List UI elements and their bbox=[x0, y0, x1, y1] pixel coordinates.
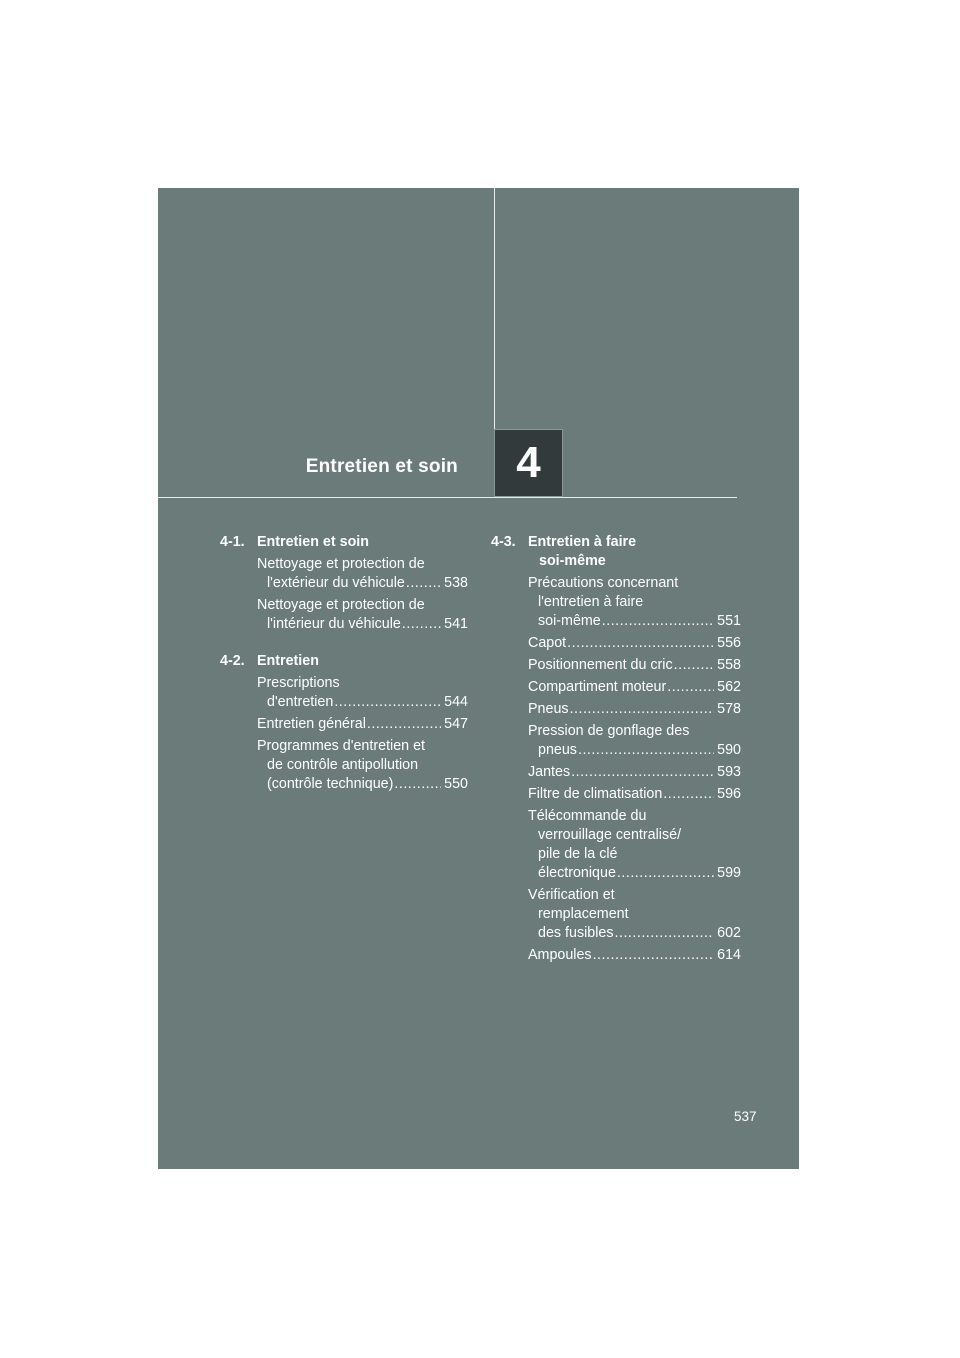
toc-entry-page: 547 bbox=[444, 716, 468, 732]
toc-entry-leader-line bbox=[257, 574, 468, 593]
section-heading bbox=[220, 652, 468, 671]
dot-leader bbox=[406, 574, 441, 593]
dot-leader bbox=[367, 715, 441, 734]
toc-entry-leader-line bbox=[528, 946, 741, 965]
toc-entry-title: l'extérieur du véhicule bbox=[267, 575, 405, 591]
toc-entry-title: électronique bbox=[538, 865, 616, 881]
toc-entry[interactable] bbox=[528, 678, 741, 697]
toc-entry-page: 556 bbox=[717, 635, 741, 651]
toc-entry[interactable] bbox=[257, 715, 468, 734]
toc-entry-title: Capot bbox=[528, 635, 567, 651]
section-title-line: Entretien à faire bbox=[528, 534, 637, 550]
toc-entry-title: (contrôle technique) bbox=[267, 776, 394, 792]
toc-entry-leader-line bbox=[528, 741, 741, 760]
toc-entry[interactable] bbox=[257, 596, 468, 634]
toc-entry-line: Précautions concernant bbox=[528, 575, 679, 591]
toc-entry-line: de contrôle antipollution bbox=[267, 757, 419, 773]
toc-entry-page: 551 bbox=[717, 613, 741, 629]
toc-entry-page: 544 bbox=[444, 694, 468, 710]
section-number: 4-2. bbox=[220, 653, 245, 669]
toc-entry-title: Compartiment moteur bbox=[528, 679, 667, 695]
section-entries bbox=[220, 555, 468, 634]
section-title: Entretien et soin bbox=[257, 534, 370, 550]
toc-entry-leader-line bbox=[528, 634, 741, 653]
section-heading bbox=[491, 533, 741, 571]
toc-entry[interactable] bbox=[257, 555, 468, 593]
toc-entry-leader-line bbox=[528, 924, 741, 943]
dot-leader bbox=[570, 700, 715, 719]
toc-entry-title: Ampoules bbox=[528, 947, 592, 963]
toc-entry-page: 541 bbox=[444, 616, 468, 632]
toc-entry-title: pneus bbox=[538, 742, 577, 758]
toc-entry-line: Nettoyage et protection de bbox=[257, 556, 425, 572]
toc-entry[interactable] bbox=[257, 737, 468, 794]
toc-entry-leader-line bbox=[528, 763, 741, 782]
toc-entry-title: Entretien général bbox=[257, 716, 366, 732]
section-heading bbox=[220, 533, 468, 552]
toc-entry-page: 550 bbox=[444, 776, 468, 792]
toc-entry-line: l'entretien à faire bbox=[538, 594, 644, 610]
toc-entry-title: Jantes bbox=[528, 764, 571, 780]
toc-section-4-3 bbox=[491, 533, 741, 965]
toc-entry-leader-line bbox=[257, 775, 468, 794]
dot-leader bbox=[567, 634, 714, 653]
chapter-panel bbox=[158, 188, 799, 1169]
toc-entry[interactable] bbox=[528, 886, 741, 943]
toc-entry-leader-line bbox=[528, 700, 741, 719]
section-entries bbox=[491, 574, 741, 965]
toc-entry-page: 538 bbox=[444, 575, 468, 591]
section-number: 4-3. bbox=[491, 534, 516, 550]
page-number: 537 bbox=[734, 1109, 757, 1124]
dot-leader bbox=[593, 946, 715, 965]
toc-entry-leader-line bbox=[257, 693, 468, 712]
toc-entry[interactable] bbox=[528, 785, 741, 804]
toc-entry-line: Pression de gonflage des bbox=[528, 723, 690, 739]
toc-entry-leader-line bbox=[528, 864, 741, 883]
dot-leader bbox=[334, 693, 441, 712]
toc-entry-page: 562 bbox=[717, 679, 741, 695]
dot-leader bbox=[402, 615, 441, 634]
toc-entry[interactable] bbox=[528, 722, 741, 760]
toc-entry-page: 578 bbox=[717, 701, 741, 717]
toc-entry-line: Télécommande du bbox=[528, 808, 647, 824]
toc-entry[interactable] bbox=[528, 946, 741, 965]
chapter-number-box bbox=[494, 429, 563, 497]
toc-entry-page: 614 bbox=[717, 947, 741, 963]
section-title-line: soi-même bbox=[539, 553, 606, 569]
toc-entry-line: Vérification et bbox=[528, 887, 615, 903]
toc-entry-line: pile de la clé bbox=[538, 846, 618, 862]
toc-entry-page: 602 bbox=[717, 925, 741, 941]
toc-entry-line: remplacement bbox=[538, 906, 629, 922]
dot-leader bbox=[667, 678, 714, 697]
section-title bbox=[528, 533, 741, 571]
toc-entry[interactable] bbox=[528, 700, 741, 719]
dot-leader bbox=[617, 864, 714, 883]
toc-entry-page: 593 bbox=[717, 764, 741, 780]
toc-entry[interactable] bbox=[528, 634, 741, 653]
toc-entry[interactable] bbox=[528, 763, 741, 782]
toc-entry[interactable] bbox=[528, 807, 741, 883]
toc-entry-title: l'intérieur du véhicule bbox=[267, 616, 401, 632]
toc-entry-leader-line bbox=[528, 678, 741, 697]
toc-entry-page: 558 bbox=[717, 657, 741, 673]
toc-entry-line: Prescriptions bbox=[257, 675, 340, 691]
toc-entry-line: Programmes d'entretien et bbox=[257, 738, 426, 754]
toc-entry-leader-line bbox=[257, 715, 468, 734]
toc-section-4-2 bbox=[220, 652, 468, 794]
toc-entry-title: Filtre de climatisation bbox=[528, 786, 663, 802]
toc-entry-page: 590 bbox=[717, 742, 741, 758]
dot-leader bbox=[615, 924, 715, 943]
toc-section-4-1 bbox=[220, 533, 468, 634]
toc-column-right bbox=[491, 533, 741, 983]
horizontal-divider bbox=[158, 497, 737, 498]
toc-entry[interactable] bbox=[528, 656, 741, 675]
toc-entry-page: 599 bbox=[717, 865, 741, 881]
toc-entry-title: Pneus bbox=[528, 701, 569, 717]
toc-column-left bbox=[220, 533, 468, 812]
toc-entry-line: Nettoyage et protection de bbox=[257, 597, 425, 613]
toc-entry-leader-line bbox=[528, 785, 741, 804]
section-title: Entretien bbox=[257, 653, 319, 669]
dot-leader bbox=[394, 775, 441, 794]
toc-entry-leader-line bbox=[257, 615, 468, 634]
section-entries bbox=[220, 674, 468, 794]
toc-entry-page: 596 bbox=[717, 786, 741, 802]
toc-entry[interactable] bbox=[257, 674, 468, 712]
toc-entry-leader-line bbox=[528, 612, 741, 631]
chapter-title: Entretien et soin bbox=[305, 456, 458, 477]
toc-entry-title: des fusibles bbox=[538, 925, 614, 941]
section-number: 4-1. bbox=[220, 534, 245, 550]
dot-leader bbox=[602, 612, 714, 631]
dot-leader bbox=[674, 656, 715, 675]
toc-entry-leader-line bbox=[528, 656, 741, 675]
toc-entry-title: Positionnement du cric bbox=[528, 657, 673, 673]
dot-leader bbox=[578, 741, 714, 760]
chapter-number: 4 bbox=[516, 438, 541, 487]
toc-entry-title: soi-même bbox=[538, 613, 601, 629]
toc-entry-line: verrouillage centralisé/ bbox=[538, 827, 682, 843]
toc-entry[interactable] bbox=[528, 574, 741, 631]
dot-leader bbox=[571, 763, 714, 782]
toc-entry-title: d'entretien bbox=[267, 694, 334, 710]
dot-leader bbox=[663, 785, 714, 804]
